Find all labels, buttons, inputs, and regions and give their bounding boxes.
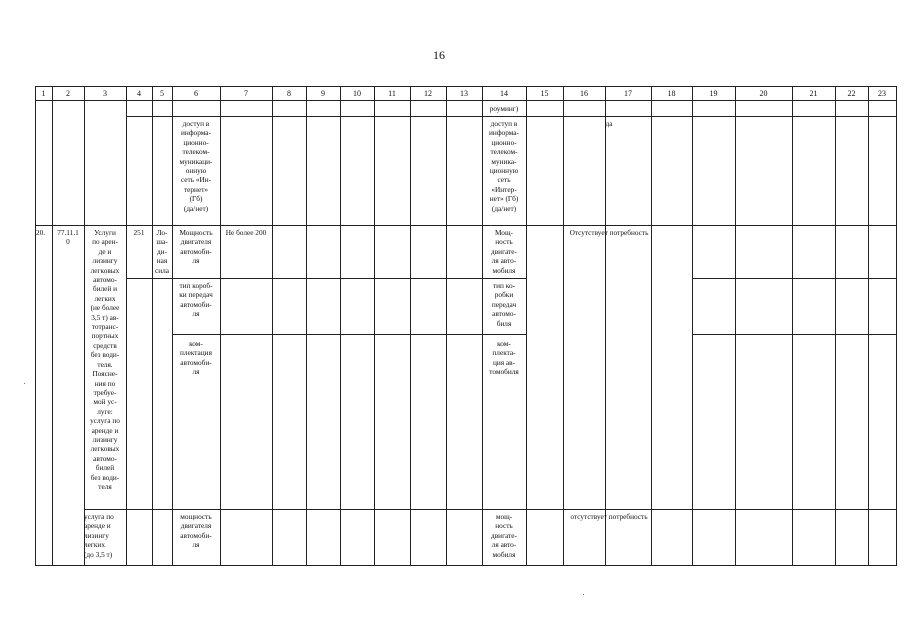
column-line-21 xyxy=(835,86,836,566)
column-line-15 xyxy=(563,86,564,566)
header-col-9: 9 xyxy=(321,89,325,98)
header-col-22: 22 xyxy=(847,89,856,98)
cell-okpd2-code: 77.11.1 0 xyxy=(57,228,79,247)
header-col-6: 6 xyxy=(194,89,198,98)
header-col-3: 3 xyxy=(103,89,107,98)
column-line-12 xyxy=(446,86,447,566)
header-col-12: 12 xyxy=(424,89,432,98)
column-line-22 xyxy=(868,86,869,566)
cell-okei-code: 251 xyxy=(133,228,145,237)
row-separator xyxy=(35,225,897,226)
column-line-11 xyxy=(410,86,411,566)
cell-sub1-col7: Не более 200 xyxy=(225,228,267,237)
header-col-21: 21 xyxy=(809,89,818,98)
header-col-16: 16 xyxy=(580,89,588,98)
cell-last-col6: мощность двигателя автомоби- ля xyxy=(180,512,212,550)
header-col-2: 2 xyxy=(66,89,70,98)
cell-sub1-col14: Мощ- ность двигате- ля авто- мобиля xyxy=(491,228,517,275)
column-line-3 xyxy=(126,86,127,566)
cell-sub2-col14: тип ко- робки передач автомо- биля xyxy=(491,281,517,328)
column-line-20 xyxy=(792,86,793,566)
cell-last-col14: мощ- ность двигате- ля авто- мобиля xyxy=(491,512,517,559)
row-separator xyxy=(172,334,527,335)
column-line-23 xyxy=(896,86,897,566)
header-col-8: 8 xyxy=(287,89,291,98)
column-line-10 xyxy=(374,86,375,566)
column-line-4 xyxy=(152,86,153,566)
cell-row-number: 20. xyxy=(36,228,46,237)
cell-okei-name: Ло- ша- ди- ная сила xyxy=(154,228,170,275)
header-col-14: 14 xyxy=(500,89,508,98)
cell-roaming-col14: роуминг) xyxy=(489,104,519,113)
header-col-11: 11 xyxy=(388,89,396,98)
header-col-19: 19 xyxy=(709,89,718,98)
row-separator xyxy=(84,509,897,510)
cell-last-service: услуга по аренде и лизингу легких (до 3,5 т) xyxy=(84,512,114,559)
column-line-7 xyxy=(272,86,273,566)
table-bottom-border xyxy=(35,565,897,566)
column-line-19 xyxy=(735,86,736,566)
header-col-20: 20 xyxy=(759,89,768,98)
header-col-10: 10 xyxy=(353,89,361,98)
column-line-1 xyxy=(52,86,53,566)
header-col-15: 15 xyxy=(540,89,549,98)
column-line-18 xyxy=(692,86,693,566)
cell-sub3-col14: ком- плекта- ция ав- томобиля xyxy=(489,339,519,377)
header-bottom-border xyxy=(35,100,897,101)
header-col-13: 13 xyxy=(460,89,468,98)
cell-sub1-value: Отсутствует потребность xyxy=(569,228,649,237)
row-separator xyxy=(692,334,897,335)
header-col-1: 1 xyxy=(41,89,46,98)
row-separator xyxy=(172,278,527,279)
header-col-18: 18 xyxy=(667,89,676,98)
header-col-23: 23 xyxy=(878,89,886,98)
cell-sub3-col6: ком- плектация автомоби- ля xyxy=(180,339,212,377)
header-col-4: 4 xyxy=(137,89,141,98)
cell-service-name: Услуги по арен- де и лизингу легковых автомо- билей и легких (не более 3,5 т) ав- тотранс- портных средств без води- теля. Поясне- ния по требуе- мой ус- луге: услуга по аренде и лизингу легковых автомо- билей без води- теля xyxy=(90,228,120,491)
scan-speck xyxy=(24,383,25,384)
column-line-16 xyxy=(605,86,606,566)
cell-sub2-col6: тип короб- ки передач автомоби- ля xyxy=(179,281,213,319)
cell-internet-col14: доступ в информа- ционно- телеком- муника- ционную сеть «Интер- нет» (Гб) (да/нет) xyxy=(489,119,519,213)
column-line-14 xyxy=(526,86,527,566)
column-line-8 xyxy=(306,86,307,566)
row-separator xyxy=(692,278,897,279)
cell-internet-value: да xyxy=(605,119,613,128)
column-line-0 xyxy=(35,86,36,566)
row-separator xyxy=(526,116,693,117)
cell-sub1-col6: Мощность двигателя автомоби- ля xyxy=(179,228,213,266)
row-separator xyxy=(126,116,173,117)
column-line-17 xyxy=(651,86,652,566)
row-separator xyxy=(126,278,173,279)
header-col-5: 5 xyxy=(160,89,164,98)
scan-speck xyxy=(583,594,584,595)
header-col-7: 7 xyxy=(244,89,248,98)
cell-last-value: отсутствует потребность xyxy=(570,512,648,521)
page-number: 16 xyxy=(433,48,445,62)
column-line-9 xyxy=(340,86,341,566)
column-line-6 xyxy=(220,86,221,566)
header-col-17: 17 xyxy=(624,89,632,98)
table-top-border xyxy=(35,86,897,87)
cell-internet-col6: доступ в информа- ционно- телеком- муникаци- онную сеть «Ин- тернет» (Гб) (да/нет) xyxy=(179,119,213,213)
